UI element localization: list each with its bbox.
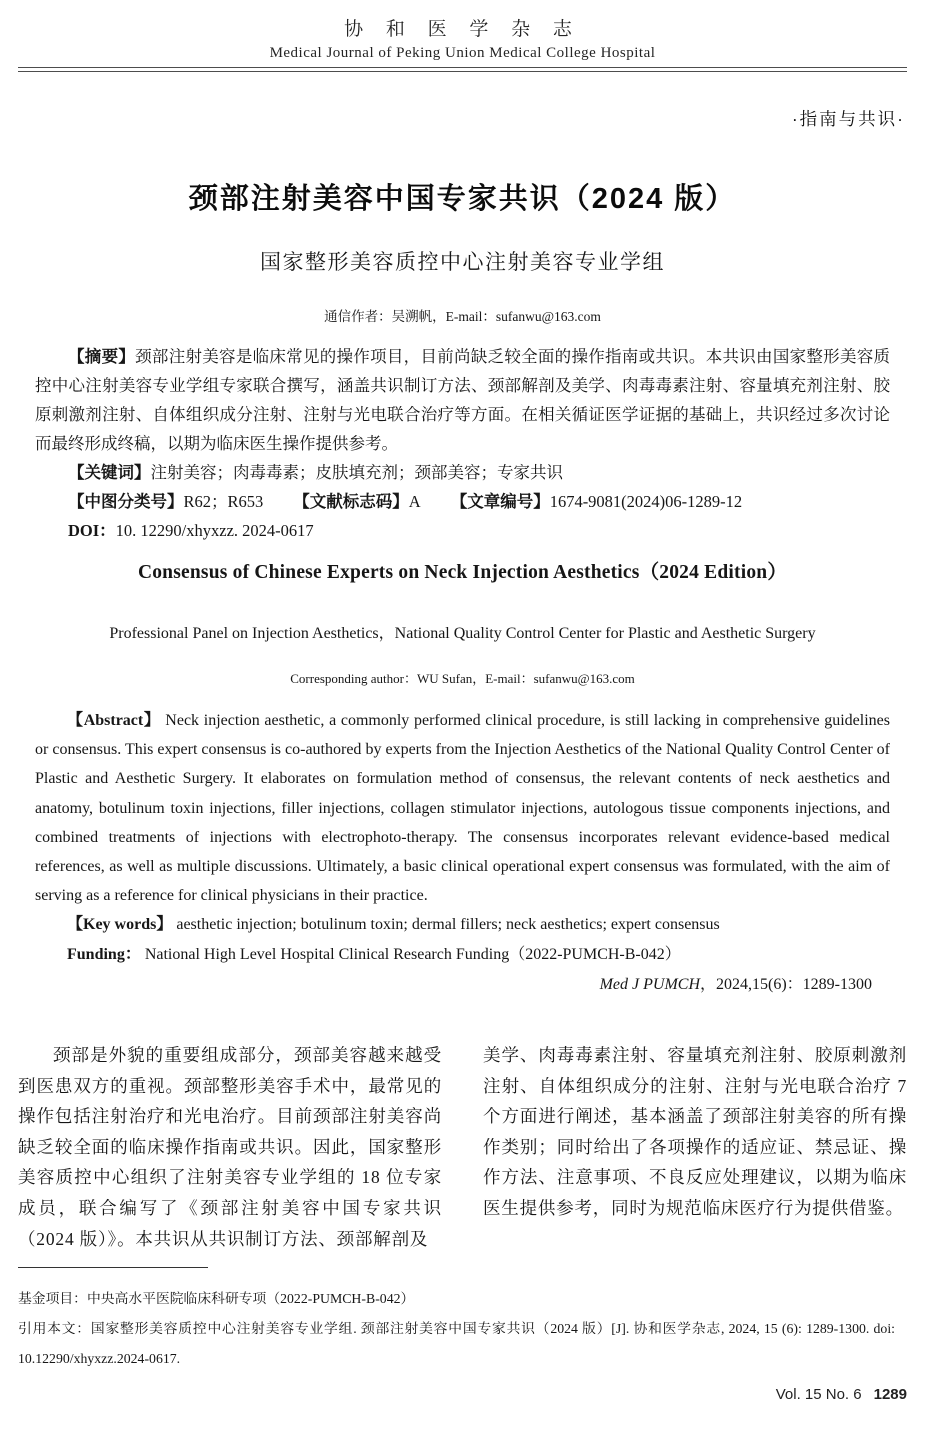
clc-value: R62；R653 <box>183 492 264 511</box>
corresponding-author-en: Corresponding author：WU Sufan，E-mail：sufanwu@163.com <box>290 671 635 686</box>
volume-info: Vol. 15 No. 6 <box>775 1386 862 1403</box>
citation-detail: ，2024,15(6)：1289-1300 <box>700 975 872 993</box>
article-title-cn: 颈部注射美容中国专家共识（2024 版） <box>188 183 737 215</box>
body-left-paragraph: 颈部是外貌的重要组成部分，颈部美容越来越受到医患双方的重视。颈部整形美容手术中，最常见的操作包括注射治疗和光电治疗。目前颈部注射美容尚缺乏较全面的临床操作指南或共识。因此，国家整形美容质控中心组织了注射美容专业学组的 18 位专家成员，联合编写了《颈部注射美容中国专家共识（2024 版）》。本共识从共识制订方法、颈部解剖及 <box>18 1045 442 1249</box>
journal-title-en: Medical Journal of Peking Union Medical College Hospital <box>269 45 656 61</box>
page-number: 1289 <box>873 1386 907 1403</box>
author-group-en: Professional Panel on Injection Aesthetics，National Quality Control Center for Plastic and Aesthetic Surgery <box>109 625 816 642</box>
doi-label: DOI： <box>68 521 116 540</box>
article-no-value: 1674-9081(2024)06-1289-12 <box>549 492 743 511</box>
abstract-cn-label: 【摘要】 <box>68 347 136 366</box>
clc-label: 【中图分类号】 <box>68 492 184 511</box>
corresponding-author-cn: 通信作者：吴溯帆，E-mail：sufanwu@163.com <box>324 309 601 324</box>
journal-title-cn: 协 和 医 学 杂 志 <box>344 19 581 40</box>
footnote-citation-cn: 引用本文：国家整形美容质控中心注射美容专业学组. 颈部注射美容中国专家共识（2024 版）[J]. 协和医学杂志, 2024, 15 (6): 1289-1300. doi: 10.12290/xhyxzz.2024-0617. <box>18 1321 895 1366</box>
funding-en <box>35 940 890 969</box>
masthead-divider <box>18 67 907 72</box>
front-matter-cn <box>35 342 890 545</box>
footnote-funding-cn: 基金项目：中央高水平医院临床科研专项（2022-PUMCH-B-042） <box>18 1291 415 1306</box>
abstract-en <box>35 706 890 910</box>
body-column-left <box>18 1040 442 1254</box>
doi-line <box>35 516 890 545</box>
front-matter-en <box>35 706 890 999</box>
abstract-en-label: 【Abstract】 <box>67 712 161 729</box>
page-footer <box>776 1386 907 1403</box>
keywords-en-text: aesthetic injection; botulinum toxin; dermal fillers; neck aesthetics; expert consensus <box>176 916 720 934</box>
footnote-divider <box>18 1267 208 1268</box>
keywords-en-label: 【Key words】 <box>67 916 173 934</box>
abstract-cn <box>35 342 890 458</box>
keywords-en <box>35 910 890 939</box>
keywords-cn <box>35 458 890 487</box>
journal-citation <box>35 970 890 999</box>
doc-code-label: 【文献标志码】 <box>293 492 409 511</box>
footnotes <box>18 1284 895 1374</box>
abstract-en-text: Neck injection aesthetic, a commonly performed clinical procedure, is still lacking in comprehensive guidelines or consensus. This expert consensus is co-authored by experts from the Injection Aesthetics of the National Quality Control Center of Plastic and Aesthetic Surgery. It elaborates on formulation method of consensus, the relevant contents of neck aesthetics and anatomy, botulinum toxin injections, filler injections, collagen stimulator injections, autologous tissue components injections, and combined treatments of injections with electrophoto-therapy. The consensus incorporates relevant evidence-based medical references, as well as multiple discussions. Ultimately, a basic clinical operational expert consensus was formulated, with the aim of serving as a reference for clinical physicians in their practice. <box>35 712 890 905</box>
funding-en-text: National High Level Hospital Clinical Research Funding（2022-PUMCH-B-042） <box>144 945 681 963</box>
body-right-paragraph: 美学、肉毒毒素注射、容量填充剂注射、胶原刺激剂注射、自体组织成分的注射、注射与光电联合治疗 7 个方面进行阐述，基本涵盖了颈部注射美容的所有操作类别；同时给出了各项操作的适应证、禁忌证、操作方法、注意事项、不良反应处理建议，以期为临床医生提供参考，同时为规范临床医疗行为提供借鉴。 <box>483 1045 907 1218</box>
doi-value: 10. 12290/xhyxzz. 2024-0617 <box>115 521 314 540</box>
body-column-right <box>483 1040 907 1224</box>
citation-journal-name: Med J PUMCH <box>599 975 700 993</box>
keywords-cn-label: 【关键词】 <box>68 463 151 482</box>
section-tag: ·指南与共识· <box>791 109 905 129</box>
article-title-en: Consensus of Chinese Experts on Neck Injection Aesthetics（2024 Edition） <box>137 562 788 583</box>
classification-line <box>35 487 890 516</box>
funding-en-label: Funding： <box>67 945 141 963</box>
author-group-cn: 国家整形美容质控中心注射美容专业学组 <box>260 250 665 274</box>
keywords-cn-text: 注射美容；肉毒毒素；皮肤填充剂；颈部美容；专家共识 <box>150 463 563 482</box>
doc-code-value: A <box>408 492 421 511</box>
abstract-cn-text: 颈部注射美容是临床常见的操作项目，目前尚缺乏较全面的操作指南或共识。本共识由国家整形美容质控中心注射美容专业学组专家联合撰写，涵盖共识制订方法、颈部解剖及美学、肉毒毒素注射、容量填充剂注射、胶原刺激剂注射、自体组织成分注射、注射与光电联合治疗等方面。在相关循证医学证据的基础上，共识经过多次讨论而最终形成终稿，以期为临床医生操作提供参考。 <box>35 347 890 453</box>
article-no-label: 【文章编号】 <box>450 492 550 511</box>
